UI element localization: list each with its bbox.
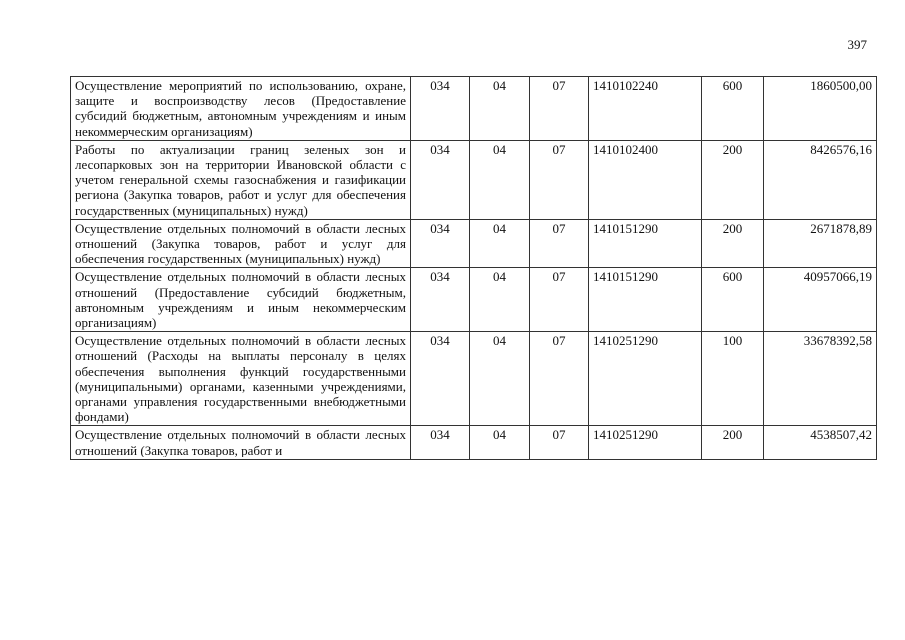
table-row [71,140,877,219]
row-subsection-code: 07 [530,77,589,141]
row-expense-type: 600 [702,268,764,332]
row-description: Осуществление мероприятий по использованию, охране, защите и воспроизводству лесов (Предоставление субсидий бюджетным, автономным учреждениям и иным некоммерческим организациям) [71,77,411,141]
row-amount: 2671878,89 [764,219,877,268]
row-ministry-code: 034 [411,426,470,460]
page-number: 397 [847,37,867,52]
row-description: Работы по актуализации границ зеленых зон и лесопарковых зон на территории Ивановской области с учетом генеральной схемы газоснабжения и газификации региона (Закупка товаров, работ и услуг для обеспечения государственных (муниципальных) нужд) [71,140,411,219]
row-ministry-code: 034 [411,268,470,332]
row-subsection-code: 07 [530,219,589,268]
row-subsection-code: 07 [530,268,589,332]
row-expense-type: 200 [702,140,764,219]
row-description: Осуществление отдельных полномочий в области лесных отношений (Предоставление субсидий бюджетным, автономным учреждениям и иным некоммерческим организациям) [71,268,411,332]
row-description-text: Осуществление отдельных полномочий в области лесных отношений (Закупка товаров, работ и [75,427,406,458]
row-section-code: 04 [470,140,530,219]
row-expense-type: 200 [702,426,764,460]
row-section-code: 04 [470,268,530,332]
row-expense-type: 100 [702,332,764,426]
row-amount: 1860500,00 [764,77,877,141]
table-row [71,332,877,426]
row-amount: 4538507,42 [764,426,877,460]
row-ministry-code: 034 [411,332,470,426]
row-section-code: 04 [470,332,530,426]
row-target-article: 1410102400 [589,140,702,219]
row-subsection-code: 07 [530,426,589,460]
row-expense-type: 200 [702,219,764,268]
row-amount: 40957066,19 [764,268,877,332]
row-target-article: 1410102240 [589,77,702,141]
row-section-code: 04 [470,426,530,460]
row-description: Осуществление отдельных полномочий в области лесных отношений (Закупка товаров, работ и услуг для обеспечения государственных (муниципальных) нужд) [71,219,411,268]
row-expense-type: 600 [702,77,764,141]
row-ministry-code: 034 [411,219,470,268]
row-amount: 33678392,58 [764,332,877,426]
row-ministry-code: 034 [411,140,470,219]
row-ministry-code: 034 [411,77,470,141]
row-subsection-code: 07 [530,332,589,426]
row-target-article: 1410151290 [589,219,702,268]
row-amount: 8426576,16 [764,140,877,219]
row-section-code: 04 [470,219,530,268]
budget-table [70,76,877,460]
table-row [71,268,877,332]
row-subsection-code: 07 [530,140,589,219]
row-target-article: 1410151290 [589,268,702,332]
table-row [71,426,877,460]
table-row [71,77,877,141]
row-description: Осуществление отдельных полномочий в области лесных отношений (Расходы на выплаты персоналу в целях обеспечения выполнения функций государственными (муниципальными) органами, казенными учреждениями, органами управления государственными внебюджетными фондами) [71,332,411,426]
row-section-code: 04 [470,77,530,141]
table-row [71,219,877,268]
row-target-article: 1410251290 [589,426,702,460]
row-target-article: 1410251290 [589,332,702,426]
row-description [71,426,411,460]
